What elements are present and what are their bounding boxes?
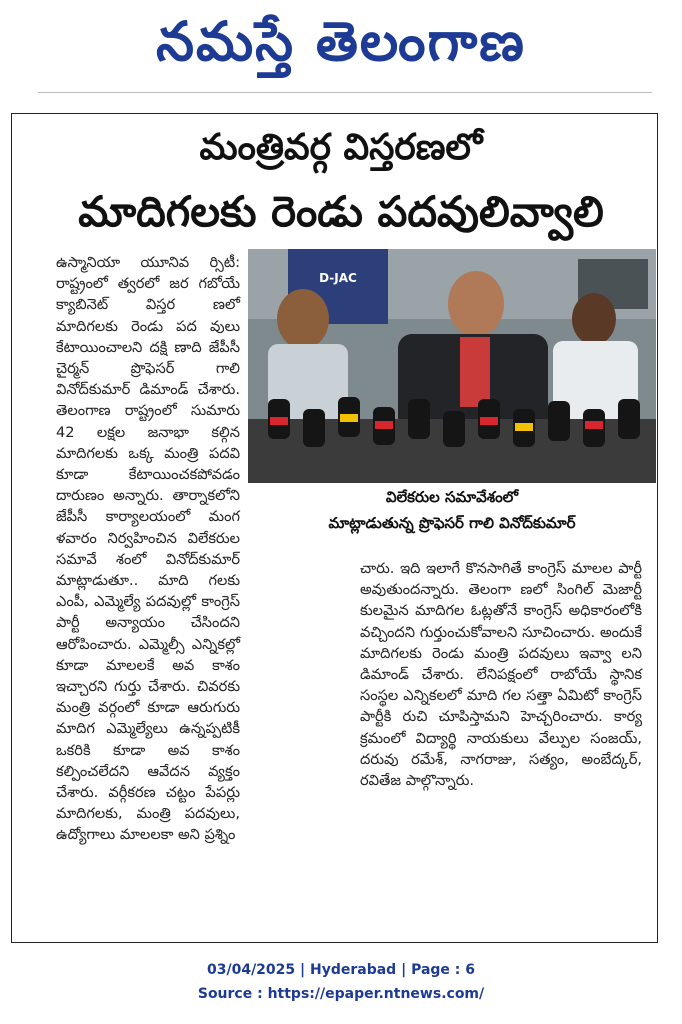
article-column-2 — [360, 558, 642, 928]
masthead — [0, 0, 682, 92]
masthead-title: నమస్తే తెలంగాణ — [156, 10, 526, 73]
footer-source: Source : https://epaper.ntnews.com/ — [197, 986, 485, 1002]
headline-line2: మాదిగలకు రెండు పదవులివ్వాలి — [78, 187, 604, 236]
headline-line1: మంత్రివర్గ విస్తరణలో — [199, 127, 483, 168]
article-body-2: చారు. ఇది ఇలాగే కొనసాగితే కాంగ్రెస్ మాలల పార్టీ అవుతుందన్నారు. తెలంగా ణలో సింగిల్ మెజార్టీ కులమైన మాదిగల ఓట్లతోనే కాంగ్రెస్ అధికారంలోకి వచ్చిందని గుర్తుంచుకోవాలని సూచించారు. అందుకే మాదిగలకు రెండు మంత్రి పదవులు ఇవ్వా లని డిమాండ్ చేశారు. లేనిపక్షంలో రాబోయే స్థానిక సంస్థల ఎన్నికలలో మాది గల సత్తా ఏమిటో కాంగ్రెస్ పార్టీకి రుచి చూపిస్తామని హెచ్చరించారు. కార్య క్రమంలో విద్యార్థి నాయకులు వేల్పుల సంజయ్, దరువు రమేశ్, నాగరాజు, సత్యం, అంబేద్కర్, రవితేజ పాల్గొన్నారు. — [360, 560, 642, 790]
article-body-1: ఉస్మానియా యూనివ ర్సిటీ: రాష్ట్రంలో త్వరలో జర గబోయే క్యాబినెట్ విస్తర ణలో మాదిగలకు రెండు పద వులు కేటాయించాలని దక్షి ణాది జేపీసీ చైర్మన్ ప్రొఫెసర్ గాలి వినోద్‌కుమార్ డిమాండ్ చేశారు. తెలంగాణ రాష్ట్రంలో సుమారు 42 లక్షల జనాభా కల్గిన మాదిగలకు ఒక్క మంత్రి పదవి కూడా కేటాయించకపోవడం దారుణం అన్నారు. తార్నాకలోని జేపీసీ కార్యాలయంలో మంగ ళవారం నిర్వహించిన విలేకరుల సమావే శంలో వినోద్‌కుమార్ మాట్లాడుతూ.. మాది గలకు ఎంపీ, ఎమ్మెల్యే పదవుల్లో కాంగ్రెస్ పార్టీ అన్యాయం చేసిందని ఆరోపించారు. ఎమ్మెల్సీ ఎన్నికల్లో కూడా మాలలకే అవ కాశం ఇచ్చారని గుర్తు చేశారు. చివరకు మంత్రి వర్గంలో కూడా ఆరుగురు మాదిగ ఎమ్మెల్యేలు ఉన్నప్పటికీ ఒకరికి కూడా అవ కాశం కల్పించలేదని ఆవేదన వ్యక్తం చేశారు. వర్గీకరణ చట్టం పేపర్లు మాదిగలకు, మంత్రి పదవులు, ఉద్యోగాలు మాలలకా అని ప్రశ్నిం — [56, 254, 240, 844]
footer-dateline: 03/04/2025 | Hyderabad | Page : 6 — [206, 962, 476, 978]
masthead-rule — [38, 92, 652, 93]
photo-caption-line1: విలేకరుల సమావేశంలో — [385, 488, 519, 506]
article-column-1-lower — [56, 558, 337, 943]
photo-banner-text: D-JAC — [319, 271, 357, 285]
article-column-1 — [56, 252, 240, 844]
press-meet-photo — [248, 249, 656, 483]
photo-caption-line2: మాట్లాడుతున్న ప్రొఫెసర్ గాలి వినోద్‌కుమార్ — [328, 514, 576, 532]
